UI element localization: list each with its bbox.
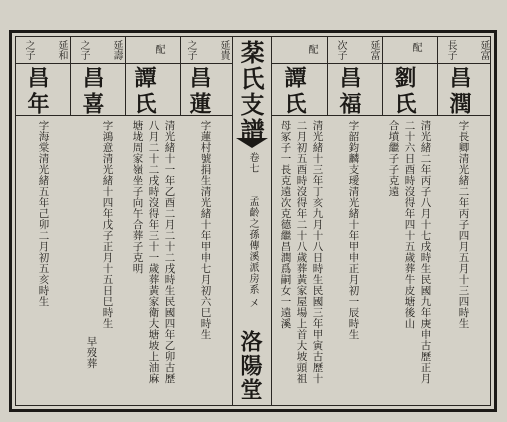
relation-label: 長子 xyxy=(445,40,456,60)
biography-text: 二十六日酉時沒得年四十五歲葬牛皮塘後山 xyxy=(403,120,416,329)
col-divider xyxy=(382,36,383,115)
biography-text: 清光緒十一年乙酉二月二十二戌時生民國四年乙卯古歷 xyxy=(163,120,176,384)
father-name: 延和 xyxy=(56,40,67,60)
spouse-relation-label: 配 xyxy=(306,44,317,54)
biography-text: 字鴻意清光緒十四年戊子正月十五日巳時生 xyxy=(101,120,114,329)
relation-label: 之子 xyxy=(23,40,34,60)
biography-text: 字海棠清光緒五年己卯二月初五亥時生 xyxy=(37,120,50,307)
spouse-name: 劉氏 xyxy=(391,66,417,118)
biography-text: 合墳繼子子克遠 xyxy=(387,120,400,197)
father-name: 延富 xyxy=(368,40,379,60)
biography-text: 母冢子一長克遠次克德繼昌潤爲嗣女一遠溪 xyxy=(279,120,292,329)
page-number: 㐅 xyxy=(247,298,258,309)
col-divider xyxy=(180,36,181,115)
spouse-relation-label: 配 xyxy=(153,44,164,54)
biography-text: 八月二十二戌時沒得年三十一歲葬黃家衛大塘坡上油麻 xyxy=(147,120,160,384)
biography-text: 塘垅周家嶺坐子向午合葬子克明 xyxy=(131,120,144,274)
biography-text: 清光緒十三年丁亥九月十八日時生民國三年甲寅古歷十 xyxy=(311,120,324,384)
father-name: 延壽 xyxy=(111,40,122,60)
person-name: 昌年 xyxy=(24,66,50,118)
biography-text: 二月初五酉時沒得年二十八歲葬黃家屋場上首大坡頭祖 xyxy=(295,120,308,384)
spouse-relation-label: 配 xyxy=(410,42,421,52)
col-divider xyxy=(327,36,328,115)
biography-text: 清光緒二年丙子八月十七戌時生民國九年庚申古歷正月 xyxy=(419,120,432,384)
biography-text: 字韶鈞麟支璦清光緒十年甲申正月初一辰時生 xyxy=(347,120,360,340)
relation-label: 次子 xyxy=(335,40,346,60)
relation-label: 之子 xyxy=(185,40,196,60)
person-name: 昌福 xyxy=(336,66,362,118)
col-divider xyxy=(437,36,438,115)
spouse-name: 譚氏 xyxy=(281,66,307,118)
volume-label: 卷七 xyxy=(247,152,258,174)
biography-text: 字長卿清光緒二年丙子四月五月十三四時生 xyxy=(457,120,470,329)
biography-text: 字蓮村號捐生清光緒十年甲申七月初六巳時生 xyxy=(199,120,212,340)
person-name: 昌喜 xyxy=(79,66,105,118)
father-name: 延富 xyxy=(478,40,489,60)
col-divider xyxy=(70,36,71,115)
hall-name: 洛陽堂 xyxy=(237,330,263,402)
row-divider xyxy=(15,63,232,64)
col-divider xyxy=(125,36,126,115)
person-name: 昌蓮 xyxy=(186,66,212,118)
genealogy-title: 棻氏支譜 xyxy=(236,40,265,144)
branch-label: 孟齡之孫傳溪派房系 xyxy=(247,196,258,295)
biography-text: 早歿葬 xyxy=(85,336,98,369)
spouse-name: 譚氏 xyxy=(131,66,157,118)
relation-label: 之子 xyxy=(78,40,89,60)
person-name: 昌潤 xyxy=(446,66,472,118)
father-name: 延貴 xyxy=(218,40,229,60)
